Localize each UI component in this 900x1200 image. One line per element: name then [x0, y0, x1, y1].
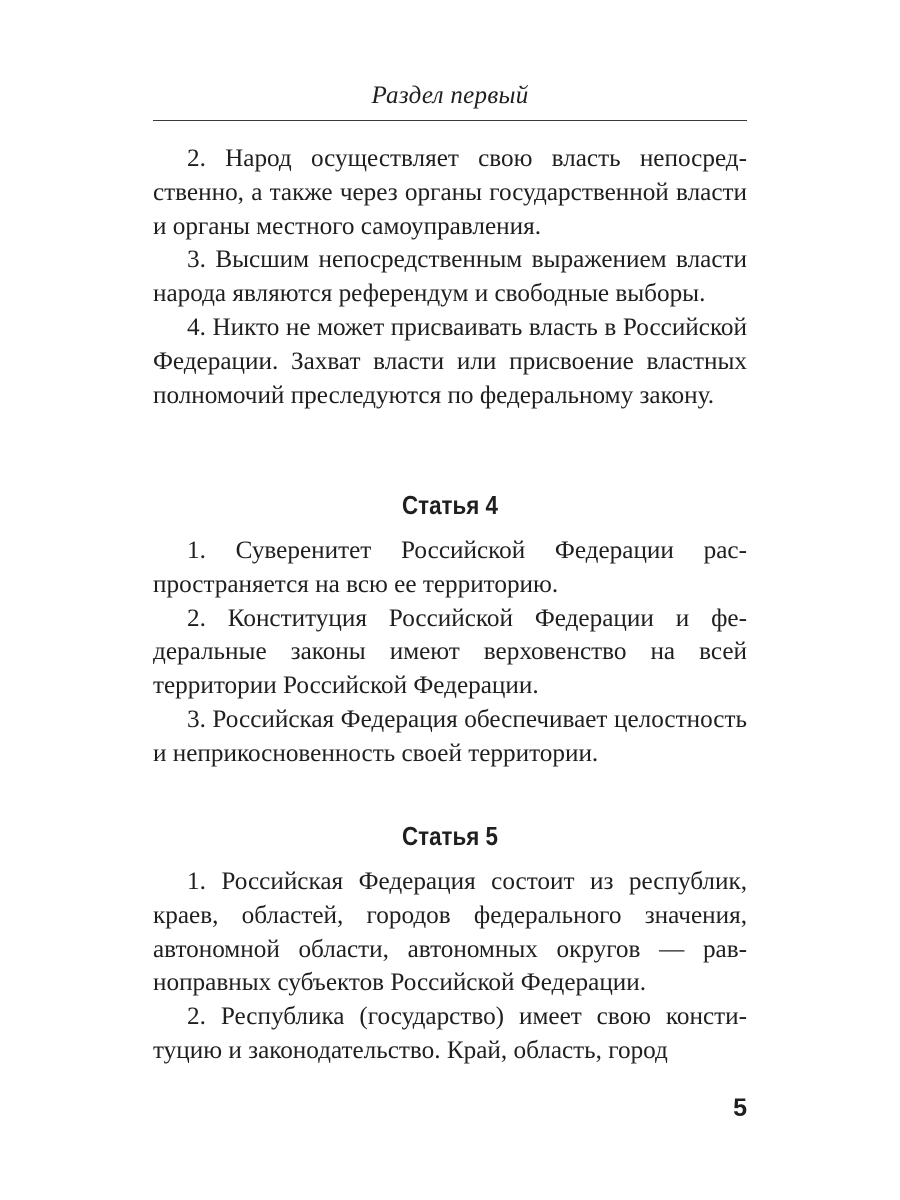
article-5-item-1: 1. Российская Федерация состоит из республик, краев, областей, городов федерального значения, автономной области, автономных округов — равноправных субъектов Российской Федерации. — [153, 868, 747, 997]
article-4-item-3: 3. Российская Федерация обеспечивает целостность и неприкосновенность своей территории. — [153, 705, 747, 767]
running-header: Раздел первый — [371, 82, 529, 109]
article-3-item-4: 4. Никто не может присваивать власть в Российской Федерации. Захват власти или присвоение властных полномочий преследуются по федеральному закону. — [153, 313, 747, 409]
article-5-item-2: 2. Республика (государство) имеет свою конституцию и законодательство. Край, область, город — [153, 1003, 747, 1064]
article-5-body — [153, 865, 747, 1068]
document-page — [153, 0, 747, 1200]
article-3-item-3: 3. Высшим непосредственным выражением власти народа являются референдум и свободные выборы. — [153, 246, 747, 308]
article-4-item-1: 1. Суверенитет Российской Федерации распространяется на всю ее территорию. — [153, 537, 747, 598]
article-3-continuation — [153, 142, 747, 412]
article-4-item-2: 2. Конституция Российской Федерации и федеральные законы имеют верховенство на всей территории Российской Федерации. — [153, 604, 747, 700]
page-number: 5 — [733, 1094, 747, 1122]
article-4-heading: Статья 4 — [402, 490, 498, 520]
article-5-heading: Статья 5 — [402, 821, 498, 851]
article-3-item-2: 2. Народ осуществляет свою власть непосредственно, а также через органы государственной власти и органы местного самоуправления. — [153, 145, 747, 240]
header-rule — [153, 120, 747, 121]
article-4-body — [153, 534, 747, 771]
